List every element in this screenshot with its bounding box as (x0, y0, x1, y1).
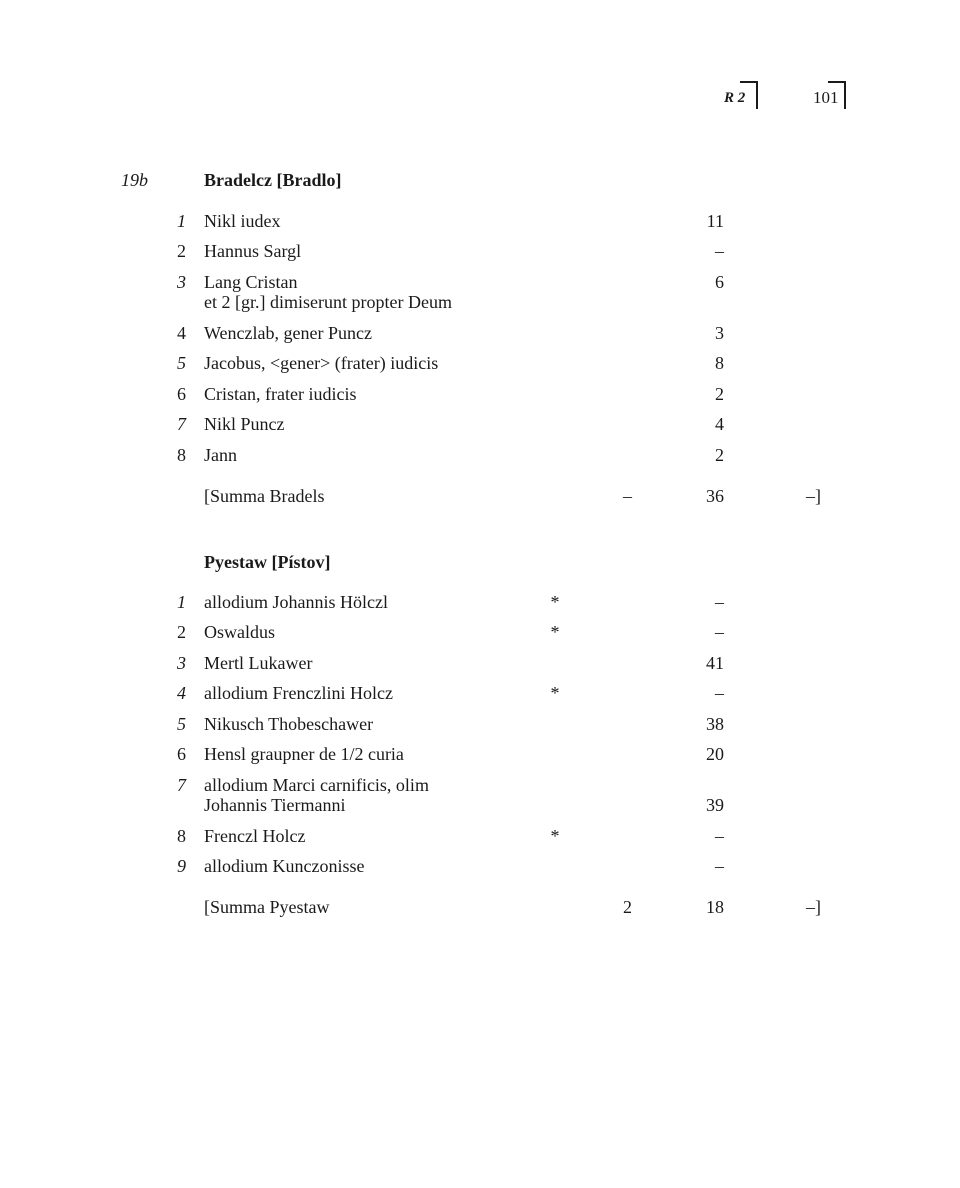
entry-number: 8 (177, 445, 186, 465)
folio-label: 19b (121, 170, 148, 190)
entry-mark: * (550, 622, 560, 642)
entry-value: 8 (715, 353, 724, 373)
entry-value: 4 (715, 414, 724, 434)
entry-number: 4 (177, 683, 186, 703)
entry-number: 7 (177, 775, 186, 795)
entry-number: 5 (177, 353, 186, 373)
summa-col3: –] (806, 897, 821, 917)
entry-value: 41 (706, 653, 724, 673)
entry-value: – (715, 826, 724, 846)
entry-name: allodium Frenczlini Holcz (204, 683, 393, 703)
section-title: Bradelcz [Bradlo] (204, 170, 342, 190)
entry-number: 4 (177, 323, 186, 343)
entry-mark: * (550, 826, 560, 846)
entry-number: 1 (177, 211, 186, 231)
summa-label: [Summa Bradels (204, 486, 325, 506)
summa-col2: 36 (706, 486, 724, 506)
entry-name: Nikusch Thobeschawer (204, 714, 374, 734)
entry-value: – (715, 622, 724, 642)
summa-col1: 2 (623, 897, 632, 917)
entry-value: 39 (706, 795, 724, 815)
entry-number: 5 (177, 714, 186, 734)
entry-value: 2 (715, 445, 724, 465)
entry-number: 7 (177, 414, 186, 434)
entry-name: Nikl Puncz (204, 414, 285, 434)
entry-name: Nikl iudex (204, 211, 281, 231)
entry-value: 3 (715, 323, 724, 343)
entry-mark: * (550, 592, 560, 612)
entry-name: Jann (204, 445, 237, 465)
entry-value: – (715, 592, 724, 612)
summa-col3: –] (806, 486, 821, 506)
entry-value: 6 (715, 272, 724, 292)
entry-value: 2 (715, 384, 724, 404)
entry-name: Hensl graupner de 1/2 curia (204, 744, 404, 764)
summa-col2: 18 (706, 897, 724, 917)
entry-number: 3 (177, 653, 186, 673)
entry-value: – (715, 856, 724, 876)
entry-number: 8 (177, 826, 186, 846)
entry-name: allodium Marci carnificis, olim (204, 775, 429, 795)
entry-name: Cristan, frater iudicis (204, 384, 357, 404)
entry-number: 9 (177, 856, 186, 876)
entry-value: 20 (706, 744, 724, 764)
entry-number: 2 (177, 241, 186, 261)
entry-number: 2 (177, 622, 186, 642)
entry-value: 11 (706, 211, 724, 231)
page-number: 101 (813, 88, 839, 107)
entry-name: Jacobus, <gener> (frater) iudicis (204, 353, 439, 373)
entry-name: Wenczlab, gener Puncz (204, 323, 372, 343)
section-mark: R 2 (724, 90, 746, 106)
entry-name: allodium Johannis Hölczl (204, 592, 388, 612)
section-title: Pyestaw [Pístov] (204, 552, 331, 572)
page-bracket (828, 81, 846, 109)
entry-number: 6 (177, 384, 186, 404)
entry-mark: * (550, 683, 560, 703)
summa-col1: – (623, 486, 632, 506)
entry-value: – (715, 241, 724, 261)
entry-name: allodium Kunczonisse (204, 856, 365, 876)
entry-number: 3 (177, 272, 186, 292)
entry-name: Oswaldus (204, 622, 275, 642)
entry-name: Lang Cristan (204, 272, 298, 292)
summa-label: [Summa Pyestaw (204, 897, 330, 917)
entry-name: Frenczl Holcz (204, 826, 306, 846)
entry-number: 1 (177, 592, 186, 612)
entry-number: 6 (177, 744, 186, 764)
entry-name: Mertl Lukawer (204, 653, 313, 673)
section-bracket (740, 81, 758, 109)
entry-value: – (715, 683, 724, 703)
entry-note: Johannis Tiermanni (204, 795, 346, 815)
entry-name: Hannus Sargl (204, 241, 302, 261)
entry-value: 38 (706, 714, 724, 734)
entry-note: et 2 [gr.] dimiserunt propter Deum (204, 292, 452, 312)
